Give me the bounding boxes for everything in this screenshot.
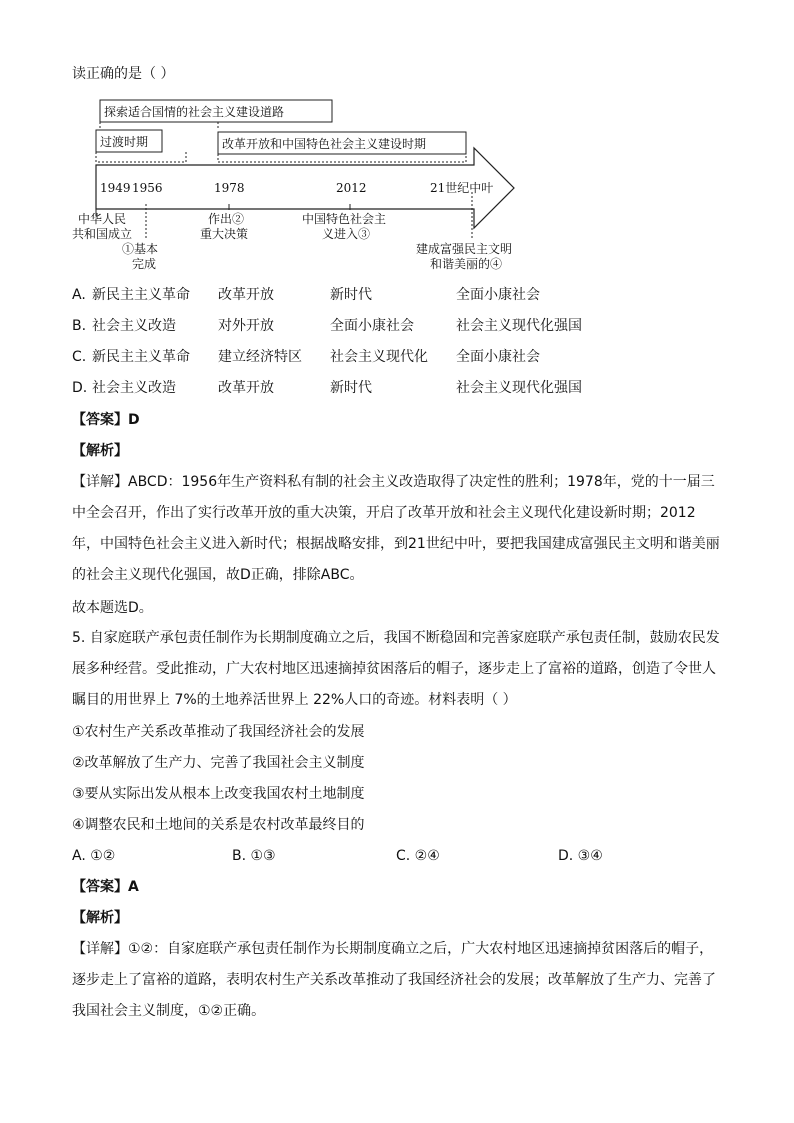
q4-answer: 【答案】D (72, 412, 140, 428)
year-1949: 1949 (100, 181, 131, 195)
option-col4: 全面小康社会 (456, 349, 540, 365)
label-2012-line1: 中国特色社会主 (302, 212, 387, 226)
label-1978-line2: 重大决策 (200, 227, 249, 241)
q5-statement-2: ②改革解放了生产力、完善了我国社会主义制度 (72, 755, 365, 771)
question-4-intro: 读正确的是（ ） (72, 66, 175, 82)
label-end-line2: 和谐美丽的④ (430, 257, 503, 271)
q5-choice-b[interactable]: B. ①③ (232, 848, 276, 864)
q5-statement-3: ③要从实际出发从根本上改变我国农村土地制度 (72, 786, 365, 802)
year-mid-21c: 21世纪中叶 (430, 181, 494, 195)
option-col1: 新民主主义革命 (92, 349, 190, 365)
option-col4: 社会主义现代化强国 (456, 318, 582, 334)
label-2012-line2: 义进入③ (322, 227, 371, 241)
q5-choice-a[interactable]: A. ①② (72, 848, 116, 864)
label-1949-line1: 中华人民 (78, 212, 127, 226)
option-letter: D. (72, 380, 88, 396)
q5-statement-1: ①农村生产关系改革推动了我国经济社会的发展 (72, 724, 365, 740)
top-period-label: 探索适合国情的社会主义建设道路 (104, 105, 285, 119)
q5-answer: 【答案】A (72, 879, 139, 895)
q4-conclusion: 故本题选D。 (72, 600, 153, 616)
option-col2: 改革开放 (218, 287, 274, 303)
option-col3: 新时代 (330, 380, 372, 396)
q5-detail: 【详解】①②：自家庭联产承包责任制作为长期制度确立之后，广大农村地区迅速摘掉贫困落后的帽子，逐步走上了富裕的道路，表明农村生产关系改革推动了我国经济社会的发展；改革解放了生产力、完善了我国社会主义制度，①②正确。 (72, 941, 716, 1019)
left-period-label: 过渡时期 (100, 135, 149, 149)
label-1978-line1: 作出② (208, 212, 245, 226)
option-col3: 全面小康社会 (330, 318, 414, 334)
q5-choice-c[interactable]: C. ②④ (396, 848, 440, 864)
timeline-diagram (0, 92, 794, 292)
option-letter: C. (72, 349, 87, 365)
q4-analysis-heading: 【解析】 (72, 443, 128, 459)
option-col1: 社会主义改造 (92, 318, 176, 334)
right-period-label: 改革开放和中国特色社会主义建设时期 (222, 137, 427, 151)
q4-detail: 【详解】ABCD：1956年生产资料私有制的社会主义改造取得了决定性的胜利；1978年，党的十一届三中全会召开，作出了实行改革开放的重大决策，开启了改革开放和社会主义现代化建设新时期；2012年，中国特色社会主义进入新时代；根据战略安排，到21世纪中叶，要把我国建成富强民主文明和谐美丽的社会主义现代化强国，故D正确，排除ABC。 (72, 474, 720, 583)
option-col2: 建立经济特区 (218, 349, 302, 365)
option-col1: 社会主义改造 (92, 380, 176, 396)
option-letter: B. (72, 318, 87, 334)
option-col3: 社会主义现代化 (330, 349, 428, 365)
option-col1: 新民主主义革命 (92, 287, 190, 303)
q5-stem: 5. 自家庭联产承包责任制作为长期制度确立之后，我国不断稳固和完善家庭联产承包责任制，鼓励农民发展多种经营。受此推动，广大农村地区迅速摘掉贫困落后的帽子，逐步走上了富裕的道路，创造了令世人瞩目的用世界上 7%的土地养活世界上 22%人口的奇迹。材料表明（ ） (72, 630, 720, 708)
q5-statement-4: ④调整农民和土地间的关系是农村改革最终目的 (72, 817, 365, 833)
option-col2: 对外开放 (218, 318, 274, 334)
label-1949-line2: 共和国成立 (72, 227, 133, 241)
label-end-line1: 建成富强民主文明 (416, 242, 513, 256)
option-col2: 改革开放 (218, 380, 274, 396)
option-col4: 全面小康社会 (456, 287, 540, 303)
option-letter: A. (72, 287, 86, 303)
label-1956-line1: ①基本 (122, 242, 159, 256)
year-1978: 1978 (214, 181, 245, 195)
q5-analysis-heading: 【解析】 (72, 910, 128, 926)
q5-choice-d[interactable]: D. ③④ (558, 848, 603, 864)
option-col4: 社会主义现代化强国 (456, 380, 582, 396)
label-1956-line2: 完成 (132, 257, 157, 271)
year-1956: 1956 (132, 181, 163, 195)
year-2012: 2012 (336, 181, 367, 195)
option-col3: 新时代 (330, 287, 372, 303)
